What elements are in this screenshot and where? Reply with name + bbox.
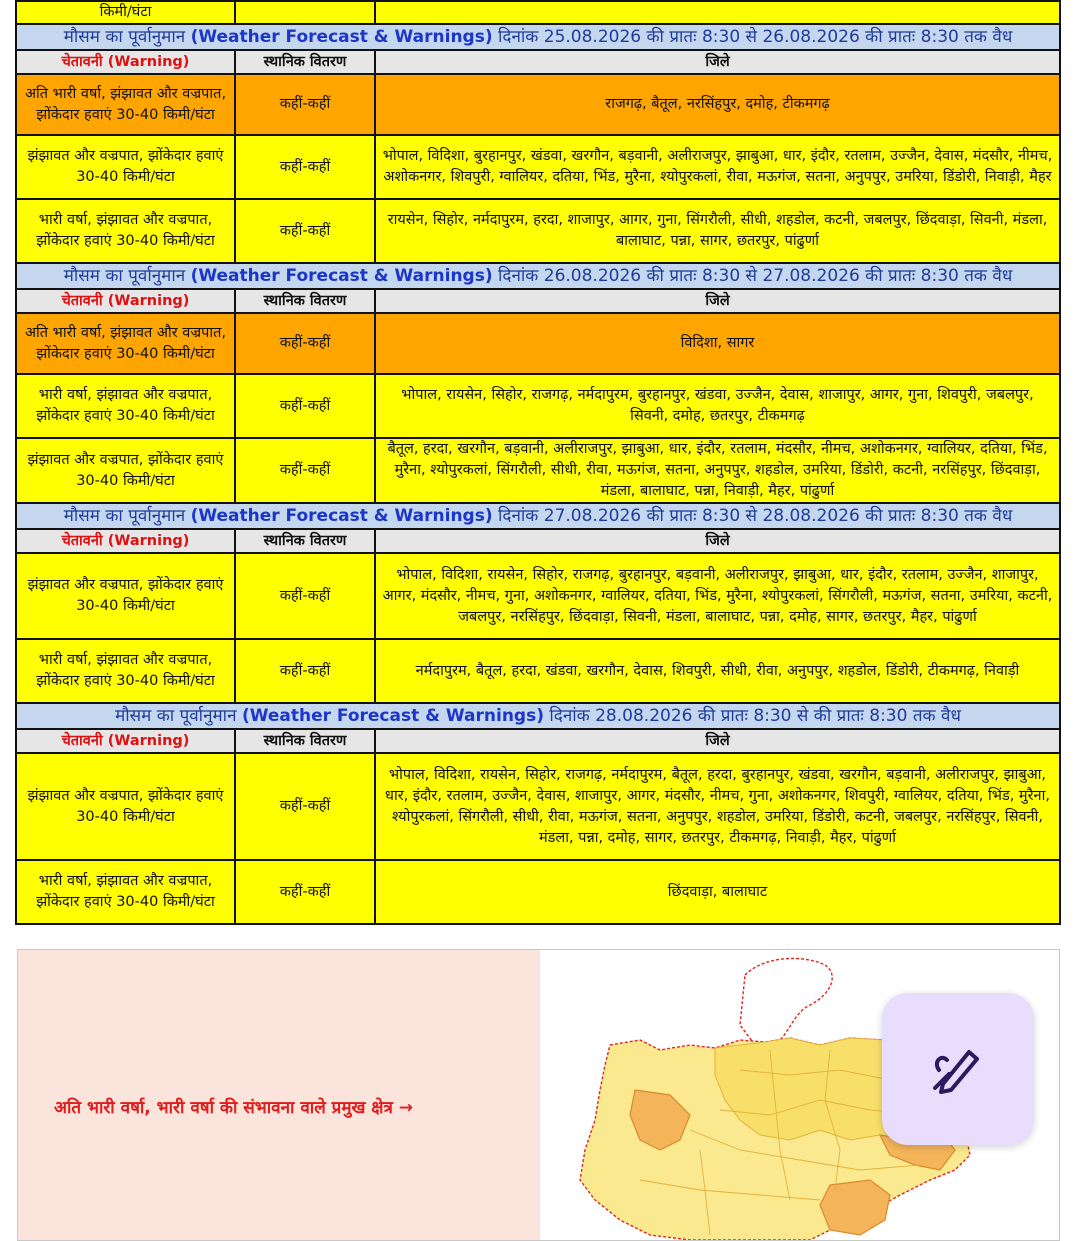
forecast-validity: दिनांक 28.08.2026 की प्रातः 8:30 से की प्रातः 8:30 तक वैध <box>549 706 961 726</box>
districts-header: जिले <box>375 50 1060 74</box>
warning-header-hindi: चेतावनी <box>61 733 103 749</box>
districts-cell: नर्मदापुरम, बैतूल, हरदा, खंडवा, खरगौन, देवास, शिवपुरी, सीधी, रीवा, अनुपपुर, शहडोल, डिंडोरी, टीकमगढ़, निवाड़ी <box>375 639 1060 703</box>
districts-cell: रायसेन, सिहोर, नर्मदापुरम, हरदा, शाजापुर, आगर, गुना, सिंगरौली, सीधी, शहडोल, कटनी, जबलपुर, छिंदवाड़ा, सिवनी, मंडला, बालाघाट, पन्ना, सागर, छतरपुर, पांढुर्णा <box>375 199 1060 263</box>
warning-header-english: (Warning) <box>107 733 190 749</box>
distribution-header: स्थानिक वितरण <box>235 50 375 74</box>
warning-row <box>16 374 1060 438</box>
districts-cell: भोपाल, विदिशा, रायसेन, सिहोर, राजगढ़, नर्मदापुरम, बैतूल, हरदा, बुरहानपुर, खंडवा, खरगौन, बड़वानी, अलीराजपुर, झाबुआ, धार, इंदौर, रतलाम, उज्जैन, देवास, शाजापुर, आगर, मंदसौर, नीमच, गुना, अशोकनगर, शिवपुरी, ग्वालियर, दतिया, भिंड, मुरैना, श्योपुरकलां, सिंगरौली, सीधी, रीवा, मऊगंज, सतना, अनुपपुर, शहडोल, उमरिया, डिंडोरी, कटनी, जबलपुर, नरसिंहपुर, सिवनी, मंडला, पन्ना, दमोह, सागर, छतरपुर, टीकमगढ़, निवाड़ी, मैहर, पांढुर्णा <box>375 753 1060 860</box>
map-caption: अति भारी वर्षा, भारी वर्षा की संभावना वाले प्रमुख क्षेत्र → <box>54 1098 414 1118</box>
distribution-cell: कहीं-कहीं <box>235 313 375 374</box>
warning-header <box>16 50 235 74</box>
distribution-header: स्थानिक वितरण <box>235 729 375 753</box>
distribution-cell: कहीं-कहीं <box>235 639 375 703</box>
warning-cell: भारी वर्षा, झंझावत और वज्रपात, झोंकेदार हवाएं 30-40 किमी/घंटा <box>16 199 235 263</box>
distribution-cell: कहीं-कहीं <box>235 438 375 503</box>
table-header-row <box>16 529 1060 553</box>
forecast-day-title <box>16 703 1060 729</box>
table-header-row <box>16 289 1060 313</box>
warning-row <box>16 199 1060 263</box>
distribution-cell: कहीं-कहीं <box>235 860 375 924</box>
districts-header: जिले <box>375 529 1060 553</box>
forecast-title-hindi: मौसम का पूर्वानुमान <box>63 266 186 286</box>
forecast-table <box>15 0 1061 925</box>
forecast-title-cell <box>16 503 1060 529</box>
forecast-title-hindi: मौसम का पूर्वानुमान <box>63 506 186 526</box>
warning-header-english: (Warning) <box>107 54 190 70</box>
districts-cell: छिंदवाड़ा, बालाघाट <box>375 860 1060 924</box>
districts-cell: भोपाल, विदिशा, बुरहानपुर, खंडवा, खरगौन, बड़वानी, अलीराजपुर, झाबुआ, धार, इंदौर, रतलाम, उज्जैन, देवास, मंदसौर, नीमच, अशोकनगर, शिवपुरी, ग्वालियर, दतिया, भिंड, मुरैना, श्योपुरकलां, रीवा, मऊगंज, सतना, अनुपपुर, उमरिया, डिंडोरी, निवाड़ी, मैहर <box>375 135 1060 199</box>
warning-cell: भारी वर्षा, झंझावत और वज्रपात, झोंकेदार हवाएं 30-40 किमी/घंटा <box>16 860 235 924</box>
warning-header <box>16 289 235 313</box>
districts-cell: भोपाल, विदिशा, रायसेन, सिहोर, राजगढ़, बुरहानपुर, बड़वानी, अलीराजपुर, झाबुआ, धार, इंदौर, रतलाम, उज्जैन, शाजापुर, आगर, मंदसौर, नीमच, गुना, अशोकनगर, ग्वालियर, दतिया, भिंड, मुरैना, श्योपुरकलां, सिंगरौली, मऊगंज, सतना, उमरिया, कटनी, जबलपुर, नरसिंहपुर, छिंदवाड़ा, सिवनी, मंडला, बालाघाट, पन्ना, दमोह, सागर, छतरपुर, मैहर, पांढुर्णा <box>375 553 1060 639</box>
forecast-sheet <box>15 0 1059 925</box>
forecast-validity: दिनांक 27.08.2026 की प्रातः 8:30 से 28.08.2026 की प्रातः 8:30 तक वैध <box>498 506 1013 526</box>
warning-header-hindi: चेतावनी <box>61 54 103 70</box>
distribution-cell: कहीं-कहीं <box>235 374 375 438</box>
warning-cell: झंझावत और वज्रपात, झोंकेदार हवाएं 30-40 किमी/घंटा <box>16 753 235 860</box>
districts-cell: बैतूल, हरदा, खरगौन, बड़वानी, अलीराजपुर, झाबुआ, धार, इंदौर, रतलाम, मंदसौर, नीमच, अशोकनगर, ग्वालियर, दतिया, भिंड, मुरैना, श्योपुरकलां, सिंगरौली, सीधी, रीवा, मऊगंज, सतना, अनुपपुर, शहडोल, उमरिया, डिंडोरी, कटनी, नरसिंहपुर, छिंदवाड़ा, मंडला, बालाघाट, पन्ना, निवाड़ी, मैहर, पांढुर्णा <box>375 438 1060 503</box>
warning-row <box>16 639 1060 703</box>
warning-header-english: (Warning) <box>107 293 190 309</box>
partial-warning-cell: किमी/घंटा <box>16 1 235 24</box>
distribution-header: स्थानिक वितरण <box>235 289 375 313</box>
warning-row <box>16 553 1060 639</box>
districts-cell: राजगढ़, बैतूल, नरसिंहपुर, दमोह, टीकमगढ़ <box>375 74 1060 135</box>
warning-header-english: (Warning) <box>107 533 190 549</box>
forecast-title-cell <box>16 263 1060 289</box>
warning-header-hindi: चेतावनी <box>61 293 103 309</box>
distribution-header: स्थानिक वितरण <box>235 529 375 553</box>
warning-row <box>16 135 1060 199</box>
warning-cell: भारी वर्षा, झंझावत और वज्रपात, झोंकेदार हवाएं 30-40 किमी/घंटा <box>16 639 235 703</box>
warning-cell: झंझावत और वज्रपात, झोंकेदार हवाएं 30-40 किमी/घंटा <box>16 135 235 199</box>
table-header-row <box>16 729 1060 753</box>
forecast-day-title <box>16 24 1060 50</box>
forecast-title-english: (Weather Forecast & Warnings) <box>190 506 493 526</box>
warning-cell: झंझावत और वज्रपात, झोंकेदार हवाएं 30-40 किमी/घंटा <box>16 553 235 639</box>
edit-fab-button[interactable] <box>882 993 1034 1145</box>
table-header-row <box>16 50 1060 74</box>
warning-row <box>16 74 1060 135</box>
warning-row <box>16 313 1060 374</box>
warning-cell: अति भारी वर्षा, झंझावत और वज्रपात, झोंकेदार हवाएं 30-40 किमी/घंटा <box>16 313 235 374</box>
forecast-title-english: (Weather Forecast & Warnings) <box>190 27 493 47</box>
distribution-cell: कहीं-कहीं <box>235 753 375 860</box>
forecast-validity: दिनांक 26.08.2026 की प्रातः 8:30 से 27.08.2026 की प्रातः 8:30 तक वैध <box>498 266 1013 286</box>
warning-header <box>16 529 235 553</box>
map-legend-area <box>18 950 540 1240</box>
forecast-title-cell <box>16 703 1060 729</box>
warning-cell: भारी वर्षा, झंझावत और वज्रपात, झोंकेदार हवाएं 30-40 किमी/घंटा <box>16 374 235 438</box>
distribution-cell: कहीं-कहीं <box>235 74 375 135</box>
forecast-validity: दिनांक 25.08.2026 की प्रातः 8:30 से 26.08.2026 की प्रातः 8:30 तक वैध <box>498 27 1013 47</box>
forecast-title-hindi: मौसम का पूर्वानुमान <box>63 27 186 47</box>
distribution-cell: कहीं-कहीं <box>235 199 375 263</box>
distribution-cell: कहीं-कहीं <box>235 135 375 199</box>
districts-header: जिले <box>375 729 1060 753</box>
warning-row <box>16 438 1060 503</box>
forecast-title-english: (Weather Forecast & Warnings) <box>190 266 493 286</box>
warning-row <box>16 753 1060 860</box>
distribution-cell: कहीं-कहीं <box>235 553 375 639</box>
forecast-day-title <box>16 263 1060 289</box>
edit-pen-icon <box>929 1040 987 1098</box>
districts-cell: विदिशा, सागर <box>375 313 1060 374</box>
districts-cell: भोपाल, रायसेन, सिहोर, राजगढ़, नर्मदापुरम, बुरहानपुर, खंडवा, उज्जैन, देवास, शाजापुर, आगर, गुना, शिवपुरी, जबलपुर, सिवनी, दमोह, छतरपुर, टीकमगढ़ <box>375 374 1060 438</box>
forecast-title-hindi: मौसम का पूर्वानुमान <box>115 706 237 726</box>
warning-cell: अति भारी वर्षा, झंझावत और वज्रपात, झोंकेदार हवाएं 30-40 किमी/घंटा <box>16 74 235 135</box>
forecast-day-title <box>16 503 1060 529</box>
districts-header: जिले <box>375 289 1060 313</box>
warning-row <box>16 860 1060 924</box>
partial-top-row <box>16 1 1060 24</box>
warning-cell: झंझावत और वज्रपात, झोंकेदार हवाएं 30-40 किमी/घंटा <box>16 438 235 503</box>
warning-header-hindi: चेतावनी <box>61 533 103 549</box>
forecast-title-cell <box>16 24 1060 50</box>
warning-header <box>16 729 235 753</box>
forecast-title-english: (Weather Forecast & Warnings) <box>241 706 544 726</box>
